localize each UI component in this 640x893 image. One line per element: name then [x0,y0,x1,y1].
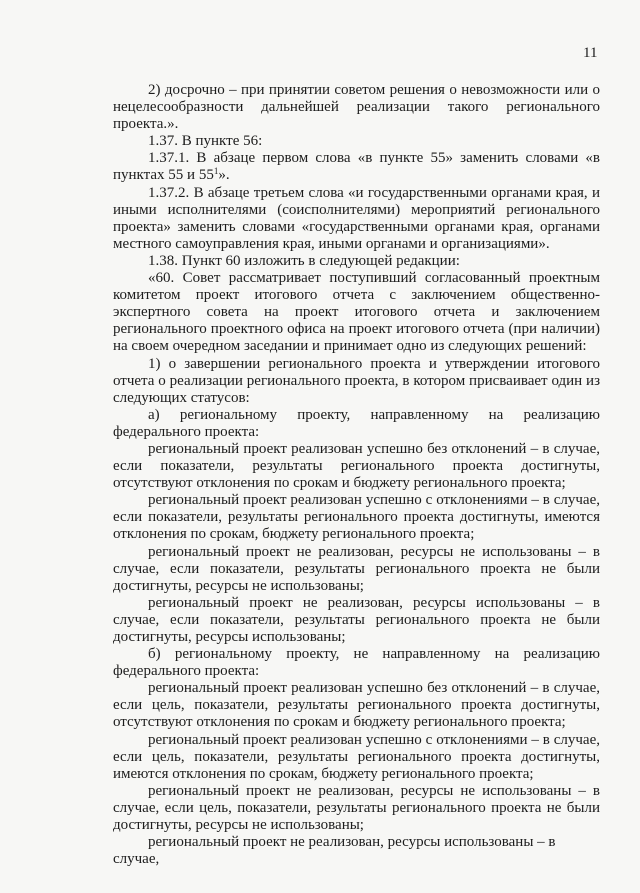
paragraph [113,150,600,184]
paragraph: региональный проект реализован успешно с отклонениями – в случае, если цель, показатели, результаты регионального проекта достигнуты, имеются отклонения по срокам, бюджету регионального проекта; [113,731,600,782]
paragraph: 1.37. В пункте 56: [148,133,263,150]
paragraph: 1.37.2. В абзаце третьем слова «и государственными органами края, и иными исполнителями (соисполнителями) мероприятий регионального проекта» заменить словами «государственными органами края, органами местного самоуправления края, иными органами и организациями». [113,184,600,252]
paragraph: 2) досрочно – при принятии советом решения о невозможности или о нецелесообразности дальнейшей реализации такого регионального проекта.». [113,82,600,133]
paragraph: б) региональному проекту, не направленному на реализацию федерального проекта: [113,646,600,680]
paragraph: региональный проект не реализован, ресурсы не использованы – в случае, если показатели, результаты регионального проекта не были достигнуты, ресурсы не использованы; [113,543,600,594]
document-body [113,82,600,868]
paragraph: а) региональному проекту, направленному на реализацию федерального проекта: [113,406,600,440]
paragraph: 1) о завершении регионального проекта и утверждении итогового отчета о реализации регионального проекта, в котором присваивает один из следующих статусов: [113,355,600,406]
paragraph: региональный проект реализован успешно с отклонениями – в случае, если показатели, результаты регионального проекта достигнуты, имеются отклонения по срокам, бюджету регионального проекта; [113,492,600,543]
paragraph: региональный проект не реализован, ресурсы не использованы – в случае, если цель, показатели, результаты регионального проекта не были достигнуты, ресурсы не использованы; [113,782,600,834]
paragraph: 1.38. Пункт 60 изложить в следующей редакции: [148,252,460,269]
superscript: 1 [213,166,219,177]
paragraph: региональный проект реализован успешно без отклонений – в случае, если цель, показатели, результаты регионального проекта достигнуты, отсутствуют отклонения по срокам и бюджету регионального проекта; [113,680,600,731]
paragraph: региональный проект не реализован, ресурсы использованы – в случае, [113,834,556,868]
paragraph-text: 1.37.1. В абзаце первом слова «в пункте 55» заменить словами «в пунктах 55 и 55 [113,150,600,184]
page-number: 11 [583,45,598,61]
paragraph: региональный проект реализован успешно без отклонений – в случае, если показатели, результаты регионального проекта достигнуты, отсутствуют отклонения по срокам и бюджету регионального проекта; [113,440,600,492]
paragraph: «60. Совет рассматривает поступивший согласованный проектным комитетом проект итогового отчета с заключением общественно-экспертного совета на проект итогового отчета и заключением регионального проектного офиса на проект итогового отчета (при наличии) на своем очередном заседании и принимает одно из следующих решений: [113,270,600,355]
paragraph-text-end: ». [218,167,230,184]
paragraph: региональный проект не реализован, ресурсы использованы – в случае, если показатели, результаты регионального проекта не были достигнуты, ресурсы использованы; [113,594,600,645]
